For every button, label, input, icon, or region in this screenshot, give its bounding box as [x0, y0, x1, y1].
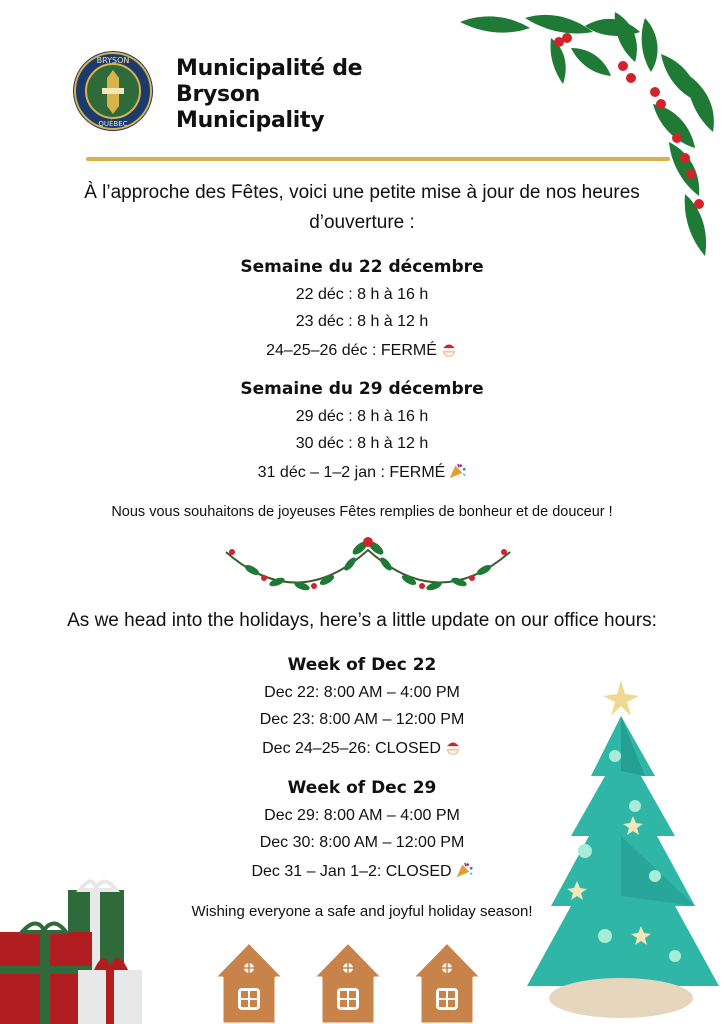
gift-box-icon — [0, 874, 150, 1024]
french-week1-line3: 24–25–26 déc : FERMÉ — [266, 342, 437, 359]
title-line-2: Bryson — [176, 82, 261, 107]
english-week2-line1: Dec 29: 8:00 AM – 4:00 PM — [264, 807, 460, 824]
gold-divider — [86, 157, 670, 161]
french-closing: Nous vous souhaitons de joyeuses Fêtes remplies de bonheur et de douceur ! — [111, 504, 613, 520]
english-intro: As we head into the holidays, here’s a little update on our office hours: — [67, 610, 657, 631]
english-closing: Wishing everyone a safe and joyful holiday season! — [191, 903, 533, 920]
english-week1-line3: Dec 24–25–26: CLOSED — [262, 740, 441, 757]
logo-text-top: BRYSON — [96, 56, 130, 65]
french-week1-heading: Semaine du 22 décembre — [240, 257, 484, 277]
french-week2-heading: Semaine du 29 décembre — [240, 379, 484, 399]
gingerbread-house-icon — [309, 938, 387, 1024]
municipality-title — [176, 56, 362, 134]
santa-emoji-icon — [444, 738, 462, 756]
french-week2-line3-row — [0, 462, 724, 482]
title-line-3: Municipality — [176, 108, 325, 133]
santa-emoji-icon — [440, 340, 458, 358]
title-line-1: Municipalité de — [176, 56, 363, 81]
gingerbread-house-icon — [210, 938, 288, 1024]
french-week2-line2: 30 déc : 8 h à 12 h — [295, 435, 429, 452]
english-week2-line2: Dec 30: 8:00 AM – 12:00 PM — [259, 834, 465, 851]
english-week1-heading: Week of Dec 22 — [287, 655, 437, 675]
french-week1-line2: 23 déc : 8 h à 12 h — [295, 313, 429, 330]
french-week1-line3-row — [0, 340, 724, 360]
french-week1-line1: 22 déc : 8 h à 16 h — [295, 286, 429, 303]
gingerbread-house-icon — [408, 938, 486, 1024]
french-intro: À l’approche des Fêtes, voici une petite mise à jour de nos heures d’ouverture : — [84, 182, 640, 233]
garland-icon — [222, 534, 514, 602]
party-popper-icon — [448, 462, 466, 480]
french-week2-line3: 31 déc – 1–2 jan : FERMÉ — [257, 464, 446, 481]
english-week2-heading: Week of Dec 29 — [287, 778, 437, 798]
english-week1-line2: Dec 23: 8:00 AM – 12:00 PM — [259, 711, 465, 728]
party-popper-icon — [455, 861, 473, 879]
logo-text-bottom: QUÉBEC — [98, 120, 128, 128]
english-week2-line3: Dec 31 – Jan 1–2: CLOSED — [251, 863, 452, 880]
christmas-tree-icon — [525, 676, 724, 1024]
bryson-logo — [72, 50, 154, 132]
english-week1-line1: Dec 22: 8:00 AM – 4:00 PM — [264, 684, 460, 701]
french-week2-line1: 29 déc : 8 h à 16 h — [295, 408, 429, 425]
